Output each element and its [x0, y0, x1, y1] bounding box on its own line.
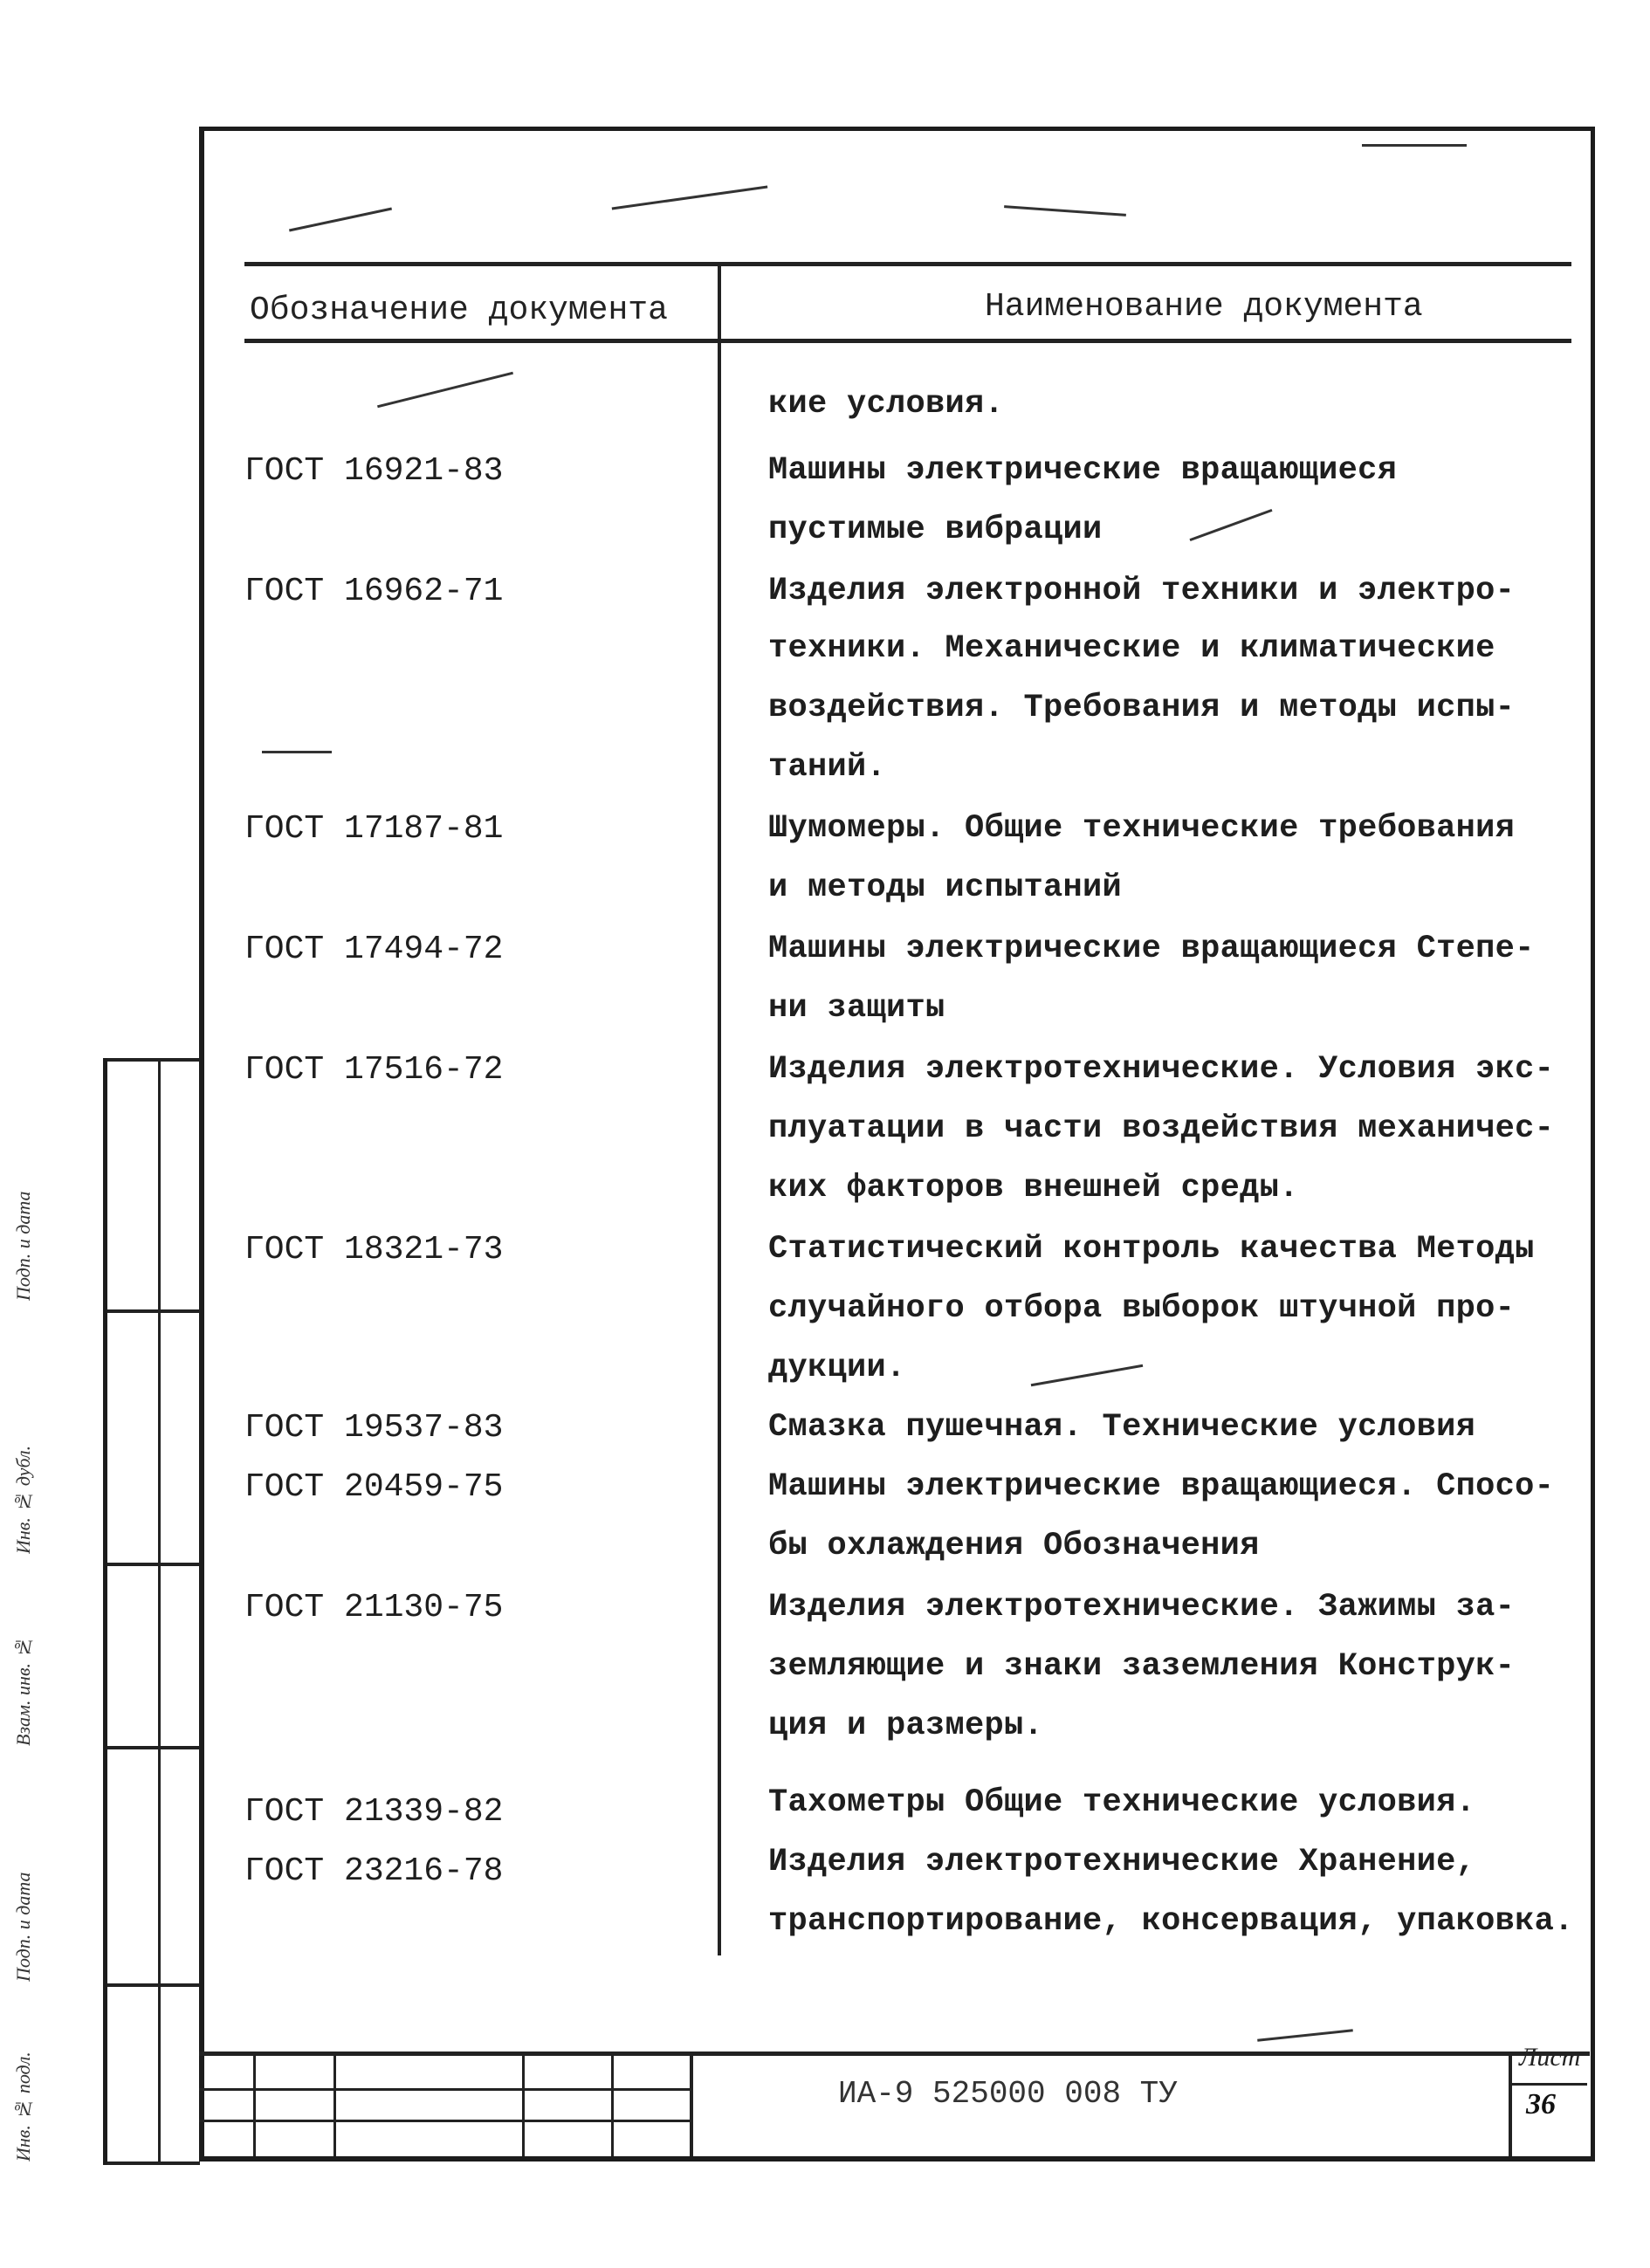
archive-strip	[103, 1058, 200, 2165]
doc-name-line: земляющие и знаки заземления Конструк-	[768, 1648, 1516, 1685]
doc-code: ГОСТ 17494-72	[244, 931, 504, 968]
column-header-designation: Обозначение документа	[250, 292, 668, 329]
doc-name-line: случайного отбора выборок штучной про-	[768, 1290, 1516, 1327]
doc-code: ГОСТ 21130-75	[244, 1589, 504, 1626]
doc-code: ГОСТ 19537-83	[244, 1409, 504, 1447]
doc-name-line: техники. Механические и климатические	[768, 630, 1495, 667]
stamp-col-rule	[333, 2052, 336, 2156]
doc-name-line: дукции.	[768, 1350, 906, 1386]
stamp-top-rule	[199, 2052, 1590, 2056]
document-code: ИА-9 525000 008 ТУ	[838, 2076, 1178, 2112]
doc-code: ГОСТ 23216-78	[244, 1852, 504, 1890]
doc-name-line: ких факторов внешней среды.	[768, 1170, 1299, 1206]
doc-code: ГОСТ 20459-75	[244, 1468, 504, 1506]
archive-strip-rule	[107, 1563, 200, 1566]
doc-name-line: Изделия электронной техники и электро-	[768, 573, 1516, 609]
stamp-sheet-divider	[1509, 2083, 1587, 2086]
doc-name-line: Машины электрические вращающиеся	[768, 452, 1398, 489]
doc-name-line: Смазка пушечная. Технические условия	[768, 1409, 1476, 1446]
doc-code: ГОСТ 17516-72	[244, 1051, 504, 1089]
archive-strip-rule	[107, 1058, 200, 1062]
archive-label: Подп. и дата	[12, 1191, 34, 1301]
doc-name-line: ция и размеры.	[768, 1708, 1044, 1744]
archive-label: Инв. № подл.	[12, 2052, 34, 2161]
doc-code: ГОСТ 18321-73	[244, 1231, 504, 1268]
doc-name-line: плуатации в части воздействия механичес-	[768, 1110, 1555, 1147]
stamp-mid-rule	[199, 2120, 690, 2122]
archive-label: Взам. инв. №	[12, 1636, 34, 1746]
doc-name-line: Изделия электротехнические. Условия экс-	[768, 1051, 1555, 1088]
doc-name-line: транспортирование, консервация, упаковка.	[768, 1903, 1574, 1940]
sheet-number: 36	[1526, 2088, 1556, 2120]
doc-name-line: Машины электрические вращающиеся Степе-	[768, 931, 1535, 967]
stamp-col-rule	[611, 2052, 614, 2156]
doc-name-line: воздействия. Требования и методы испы-	[768, 690, 1516, 726]
header-top-rule	[244, 262, 1571, 266]
archive-label: Подп. и дата	[12, 1872, 34, 1982]
doc-name-line: Статистический контроль качества Методы	[768, 1231, 1535, 1268]
doc-code: ГОСТ 16962-71	[244, 573, 504, 610]
doc-name-line: Тахометры Общие технические условия.	[768, 1784, 1476, 1821]
sheet-label: Лист	[1519, 2043, 1581, 2072]
doc-name-line: и методы испытаний	[768, 869, 1123, 906]
doc-name-line: ни защиты	[768, 990, 945, 1027]
doc-code: ГОСТ 21339-82	[244, 1793, 504, 1831]
scan-mark	[1362, 144, 1467, 147]
column-header-name: Наименование документа	[985, 288, 1423, 326]
doc-name-line: таний.	[768, 749, 887, 786]
doc-name-line: Изделия электротехнические. Зажимы за-	[768, 1589, 1516, 1625]
header-bottom-rule	[244, 339, 1571, 343]
archive-strip-rule	[107, 1309, 200, 1313]
doc-name-line: Изделия электротехнические Хранение,	[768, 1844, 1476, 1880]
doc-name-line: бы охлаждения Обозначения	[768, 1528, 1260, 1564]
stamp-col-rule	[253, 2052, 256, 2156]
doc-name-line: пустимые вибрации	[768, 512, 1103, 548]
column-divider	[718, 262, 721, 1955]
stamp-col-rule	[690, 2052, 693, 2156]
doc-code: ГОСТ 17187-81	[244, 810, 504, 848]
stamp-mid-rule	[199, 2088, 690, 2091]
doc-name-line: Шумомеры. Общие технические требования	[768, 810, 1516, 847]
doc-name-line: Машины электрические вращающиеся. Спосо-	[768, 1468, 1555, 1505]
scan-mark	[262, 751, 332, 753]
archive-strip-rule	[107, 2161, 200, 2165]
archive-strip-rule	[107, 1746, 200, 1749]
stamp-col-rule	[522, 2052, 525, 2156]
archive-strip-rule	[107, 1983, 200, 1987]
doc-code: ГОСТ 16921-83	[244, 452, 504, 490]
archive-strip-divider	[158, 1058, 161, 2165]
archive-label: Инв. № дубл.	[12, 1445, 34, 1554]
stamp-sheet-rule	[1509, 2052, 1512, 2156]
doc-name-line: кие условия.	[768, 386, 1005, 423]
